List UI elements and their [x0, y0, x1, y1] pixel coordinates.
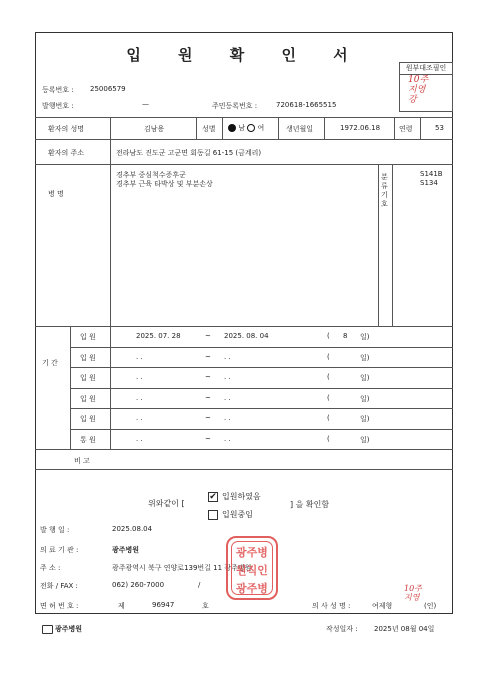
confirm-prefix: 위와같이 [ [148, 499, 185, 508]
period-to: . . [224, 393, 231, 402]
class-code-1: S141B [420, 170, 443, 178]
confirm-suffix: ] 을 확인함 [290, 500, 330, 509]
period-unit: 일) [360, 435, 370, 444]
document-title: 입 원 확 인 서 [126, 46, 364, 64]
phone-label: 전화 / FAX : [40, 582, 78, 590]
period-to: . . [224, 414, 231, 422]
footer-logo: 광주병원 [42, 624, 82, 634]
resident-no-label: 주민등록번호 : [212, 102, 258, 110]
period-from: . . [136, 373, 143, 381]
period-paren: ( [327, 332, 330, 340]
patient-name-label: 환자의 성명 [48, 125, 85, 133]
birth-value: 1972.06.18 [340, 124, 381, 132]
age-label: 연령 [399, 125, 413, 133]
period-tilde: ~ [205, 414, 211, 422]
sex-options [228, 123, 264, 133]
period-tilde: ~ [205, 434, 211, 443]
document-border [35, 32, 453, 614]
period-paren: ( [327, 414, 330, 422]
phone-value: 062) 260-7000 [112, 581, 165, 589]
hospital-logo-icon [42, 625, 53, 634]
disease-label: 병 명 [48, 190, 64, 198]
period-from: 2025. 07. 28 [136, 332, 181, 340]
license-number: 96947 [152, 601, 175, 609]
period-paren: ( [327, 352, 330, 361]
period-from: . . [136, 434, 143, 443]
period-tilde: ~ [205, 352, 211, 361]
reg-no-label: 등록번호 : [42, 86, 74, 94]
license-prefix: 제 [118, 602, 125, 610]
period-type: 입 원 [80, 353, 96, 362]
reg-no-value: 25006579 [90, 85, 126, 93]
period-days: 8 [343, 332, 348, 340]
period-tilde: ~ [205, 393, 211, 402]
period-unit: 일) [360, 353, 370, 362]
period-type: 입 원 [80, 394, 96, 403]
resident-no-value: 720618-1665515 [276, 101, 337, 109]
sex-female-radio-empty [247, 124, 255, 132]
period-type: 입 원 [80, 333, 96, 341]
period-from: . . [136, 352, 143, 361]
disease-line-2: 경추부 근육 타박상 및 부분손상 [116, 180, 213, 188]
period-unit: 일) [360, 374, 370, 382]
patient-name-value: 김남용 [144, 125, 165, 133]
period-to: 2025. 08. 04 [224, 332, 269, 340]
period-from: . . [136, 393, 143, 402]
doctor-seal-mark: (인) [424, 602, 437, 610]
disease-line-1: 경추부 중심척수증후군 [116, 171, 186, 179]
doctor-signature: 10주 지영 [404, 584, 422, 602]
doctor-label: 의 사 성 명 : [312, 602, 351, 610]
fax-separator: / [198, 581, 201, 589]
birth-label: 생년월일 [286, 125, 314, 133]
sex-female-label: 여 [257, 124, 265, 132]
period-from: . . [136, 414, 143, 422]
original-verified-label: 원부대조필인 [400, 63, 452, 75]
verified-signature: 10주 지영 강 [408, 75, 429, 105]
period-unit: 일) [360, 415, 370, 423]
age-value: 53 [435, 124, 444, 132]
period-type: 입 원 [80, 374, 96, 382]
period-paren: ( [327, 393, 330, 402]
period-to: . . [224, 352, 231, 361]
period-paren: ( [327, 434, 330, 443]
period-label: 기 간 [42, 359, 58, 367]
option-inpatient [208, 509, 253, 520]
remarks-label: 비 고 [74, 457, 90, 465]
admitted-checkbox: ✔ [209, 491, 217, 502]
doctor-name: 여제형 [372, 602, 393, 610]
issue-date-value: 2025.08.04 [112, 525, 153, 533]
written-date-value: 2025년 08월 04일 [374, 625, 435, 633]
hospital-seal-stamp: 광주병 원직인 광주병 [226, 536, 278, 600]
inpatient-label: 입원중임 [222, 510, 253, 519]
patient-address-label: 환자의 주소 [48, 149, 85, 157]
issue-date-label: 발 행 일 : [40, 526, 70, 534]
period-unit: 일) [360, 394, 370, 403]
sex-male-label: 남 [238, 124, 245, 132]
patient-address-value: 전라남도 진도군 고군면 회동길 61-15 (금계리) [116, 149, 262, 157]
hospital-address-label: 주 소 : [40, 564, 61, 572]
hospital-address-value: 광주광역시 북구 연양로139번길 11 광주병원 [112, 564, 252, 572]
license-suffix: 호 [202, 602, 209, 610]
inpatient-checkbox [208, 510, 218, 520]
hospital-value: 광주병원 [112, 546, 140, 554]
period-tilde: ~ [205, 373, 211, 381]
period-type: 입 원 [80, 415, 96, 423]
class-code-label: 분류기호 [381, 173, 388, 208]
license-label: 면 허 번 호 : [40, 602, 79, 610]
class-code-2: S134 [420, 179, 438, 187]
period-to: . . [224, 434, 231, 443]
sex-male-radio-filled [228, 124, 236, 132]
hospital-label: 의 료 기 관 : [40, 546, 79, 554]
period-type: 통 원 [80, 435, 96, 444]
issue-no-value: — [142, 100, 149, 108]
option-admitted [208, 491, 261, 502]
written-date-label: 작성일자 : [326, 625, 358, 633]
period-tilde: ~ [205, 332, 211, 340]
sex-label: 성별 [202, 125, 216, 133]
period-unit: 일) [360, 333, 370, 341]
period-to: . . [224, 373, 231, 381]
original-verified-box [399, 62, 453, 112]
period-paren: ( [327, 373, 330, 381]
admitted-label: 입원하였음 [222, 492, 261, 501]
issue-no-label: 발행번호 : [42, 102, 74, 110]
